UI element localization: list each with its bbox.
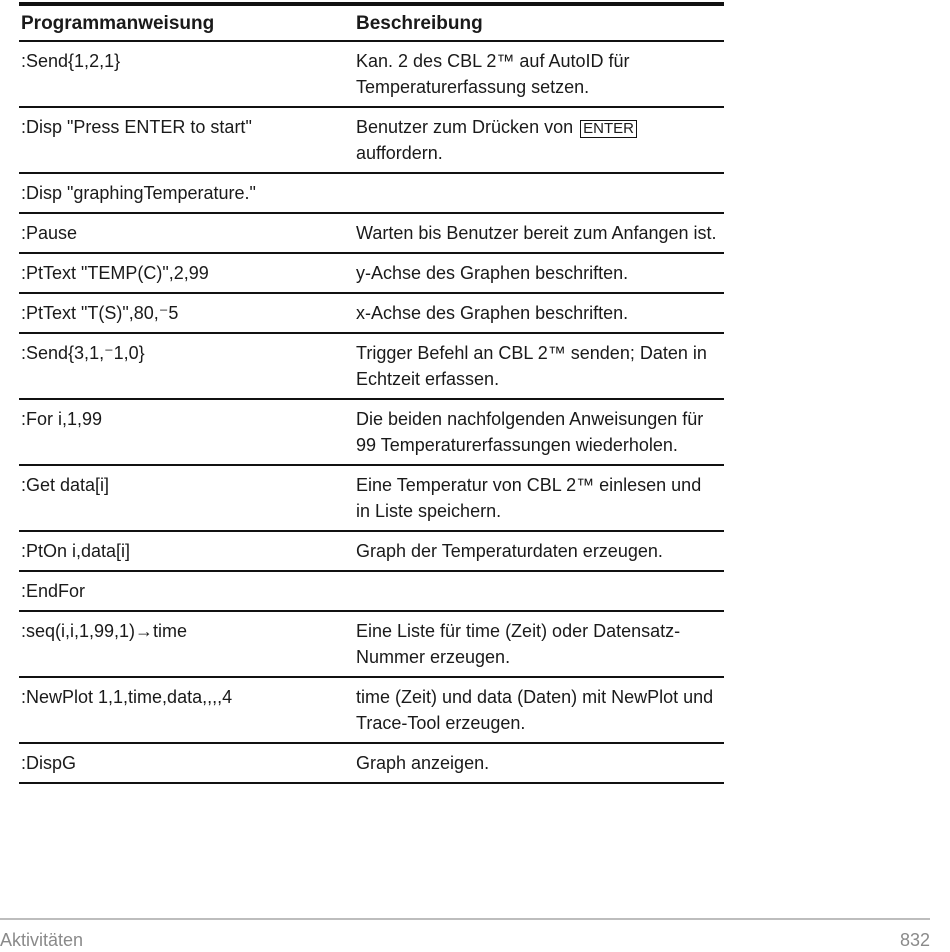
table-row (19, 465, 724, 531)
header-program-statement: Programmanweisung (19, 4, 354, 41)
description-cell (354, 173, 724, 213)
code-cell: :seq(i,i,1,99,1)→time (19, 611, 354, 677)
code-cell: :Get data[i] (19, 465, 354, 531)
table-row (19, 531, 724, 571)
description-cell: Kan. 2 des CBL 2™ auf AutoID für Temperaturerfassung setzen. (354, 41, 724, 107)
code-cell: :Disp "Press ENTER to start" (19, 107, 354, 173)
code-cell: :Pause (19, 213, 354, 253)
description-cell: x-Achse des Graphen beschriften. (354, 293, 724, 333)
code-cell: :PtText "T(S)",80,⁻5 (19, 293, 354, 333)
table-row (19, 611, 724, 677)
code-cell: :DispG (19, 743, 354, 783)
description-cell: Eine Liste für time (Zeit) oder Datensatz-Nummer erzeugen. (354, 611, 724, 677)
table-row (19, 41, 724, 107)
table-row (19, 399, 724, 465)
code-cell: :Disp "graphingTemperature." (19, 173, 354, 213)
description-text-cont: auffordern. (356, 143, 443, 163)
table-row (19, 213, 724, 253)
description-cell: y-Achse des Graphen beschriften. (354, 253, 724, 293)
description-cell (354, 571, 724, 611)
description-cell: Warten bis Benutzer bereit zum Anfangen ist. (354, 213, 724, 253)
table-row (19, 333, 724, 399)
table-row (19, 253, 724, 293)
code-cell: :Send{3,1,⁻1,0} (19, 333, 354, 399)
table-row (19, 293, 724, 333)
description-cell: time (Zeit) und data (Daten) mit NewPlot und Trace-Tool erzeugen. (354, 677, 724, 743)
enter-key-icon: ENTER (580, 120, 637, 138)
code-cell: :NewPlot 1,1,time,data,,,,4 (19, 677, 354, 743)
program-table-container (19, 2, 724, 784)
page-number: 832 (899, 930, 930, 950)
table-row (19, 743, 724, 783)
code-cell: :PtOn i,data[i] (19, 531, 354, 571)
description-text: Benutzer zum Drücken von (356, 117, 574, 137)
code-cell: :For i,1,99 (19, 399, 354, 465)
header-description: Beschreibung (354, 4, 724, 41)
table-row (19, 677, 724, 743)
description-cell: Graph anzeigen. (354, 743, 724, 783)
description-cell: Trigger Befehl an CBL 2™ senden; Daten in Echtzeit erfassen. (354, 333, 724, 399)
description-cell: Die beiden nachfolgenden Anweisungen für 99 Temperaturerfassungen wiederholen. (354, 399, 724, 465)
code-cell: :PtText "TEMP(C)",2,99 (19, 253, 354, 293)
table-row (19, 173, 724, 213)
footer-divider (0, 918, 930, 920)
code-cell: :EndFor (19, 571, 354, 611)
footer-section-title: Aktivitäten (0, 930, 84, 950)
description-cell: Eine Temperatur von CBL 2™ einlesen und in Liste speichern. (354, 465, 724, 531)
program-table (19, 2, 724, 784)
code-cell: :Send{1,2,1} (19, 41, 354, 107)
table-header-row (19, 4, 724, 41)
description-cell (354, 107, 724, 173)
table-row (19, 571, 724, 611)
table-row (19, 107, 724, 173)
description-cell: Graph der Temperaturdaten erzeugen. (354, 531, 724, 571)
